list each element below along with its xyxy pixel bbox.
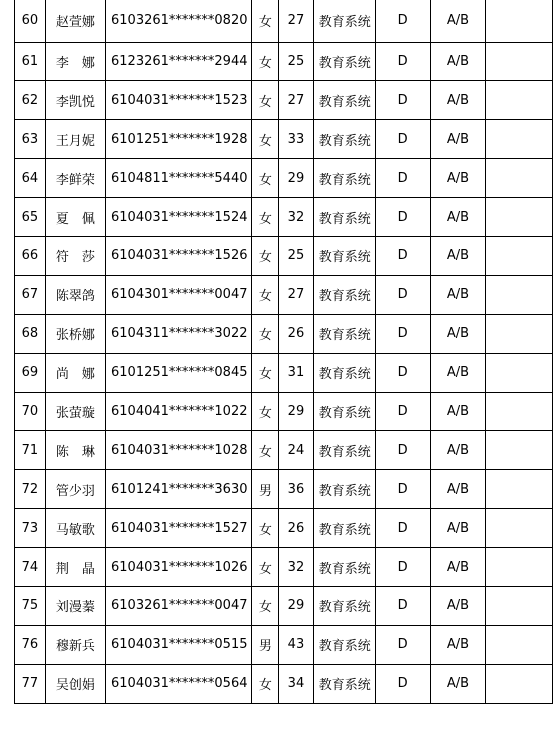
cell-id-number: 6103261*******0047 xyxy=(106,586,252,625)
cell-row-number: 77 xyxy=(15,664,46,703)
cell-id-number: 6104811*******5440 xyxy=(106,159,252,198)
cell-id-number: 6104031*******1524 xyxy=(106,198,252,237)
cell-gender: 女 xyxy=(252,431,279,470)
cell-person-name: 马敏歌 xyxy=(45,509,105,548)
cell-row-number: 74 xyxy=(15,548,46,587)
cell-person-name: 吴创娟 xyxy=(45,664,105,703)
cell-remark xyxy=(486,81,553,120)
cell-age: 31 xyxy=(279,353,313,392)
cell-person-name: 荆 晶 xyxy=(45,548,105,587)
cell-person-name: 李凯悦 xyxy=(45,81,105,120)
cell-person-name: 尚 娜 xyxy=(45,353,105,392)
cell-person-name: 李鲜荣 xyxy=(45,159,105,198)
cell-level: D xyxy=(375,470,430,509)
cell-age: 27 xyxy=(279,0,313,42)
cell-row-number: 73 xyxy=(15,509,46,548)
table-row xyxy=(15,42,553,81)
cell-remark xyxy=(486,120,553,159)
table-row xyxy=(15,159,553,198)
cell-gender: 女 xyxy=(252,314,279,353)
cell-gender: 女 xyxy=(252,0,279,42)
cell-id-number: 6104031*******0515 xyxy=(106,625,252,664)
cell-age: 33 xyxy=(279,120,313,159)
cell-row-number: 63 xyxy=(15,120,46,159)
cell-system: 教育系统 xyxy=(313,664,375,703)
table-row xyxy=(15,120,553,159)
cell-id-number: 6104031*******1523 xyxy=(106,81,252,120)
cell-row-number: 60 xyxy=(15,0,46,42)
cell-system: 教育系统 xyxy=(313,0,375,42)
table-row xyxy=(15,470,553,509)
cell-system: 教育系统 xyxy=(313,275,375,314)
cell-remark xyxy=(486,0,553,42)
roster-body xyxy=(15,0,553,703)
cell-level: D xyxy=(375,353,430,392)
cell-category: A/B xyxy=(430,42,486,81)
cell-system: 教育系统 xyxy=(313,625,375,664)
cell-person-name: 夏 佩 xyxy=(45,198,105,237)
table-row xyxy=(15,625,553,664)
cell-gender: 男 xyxy=(252,625,279,664)
table-row xyxy=(15,392,553,431)
cell-id-number: 6101241*******3630 xyxy=(106,470,252,509)
cell-category: A/B xyxy=(430,275,486,314)
cell-category: A/B xyxy=(430,431,486,470)
cell-row-number: 61 xyxy=(15,42,46,81)
cell-level: D xyxy=(375,625,430,664)
cell-row-number: 68 xyxy=(15,314,46,353)
table-row xyxy=(15,664,553,703)
cell-level: D xyxy=(375,314,430,353)
cell-level: D xyxy=(375,664,430,703)
cell-level: D xyxy=(375,431,430,470)
cell-id-number: 6104031*******0564 xyxy=(106,664,252,703)
cell-gender: 女 xyxy=(252,120,279,159)
cell-system: 教育系统 xyxy=(313,392,375,431)
cell-age: 27 xyxy=(279,81,313,120)
cell-gender: 男 xyxy=(252,470,279,509)
cell-remark xyxy=(486,470,553,509)
cell-person-name: 管少羽 xyxy=(45,470,105,509)
cell-system: 教育系统 xyxy=(313,586,375,625)
cell-remark xyxy=(486,314,553,353)
cell-row-number: 64 xyxy=(15,159,46,198)
cell-age: 24 xyxy=(279,431,313,470)
cell-level: D xyxy=(375,198,430,237)
cell-age: 32 xyxy=(279,548,313,587)
cell-age: 26 xyxy=(279,314,313,353)
table-row xyxy=(15,548,553,587)
cell-category: A/B xyxy=(430,314,486,353)
cell-system: 教育系统 xyxy=(313,548,375,587)
cell-gender: 女 xyxy=(252,664,279,703)
cell-category: A/B xyxy=(430,548,486,587)
cell-age: 32 xyxy=(279,198,313,237)
roster-table xyxy=(14,0,553,704)
table-row xyxy=(15,314,553,353)
cell-remark xyxy=(486,431,553,470)
cell-level: D xyxy=(375,509,430,548)
table-row xyxy=(15,586,553,625)
cell-system: 教育系统 xyxy=(313,236,375,275)
table-row xyxy=(15,198,553,237)
cell-age: 29 xyxy=(279,392,313,431)
cell-row-number: 62 xyxy=(15,81,46,120)
cell-age: 29 xyxy=(279,159,313,198)
cell-system: 教育系统 xyxy=(313,81,375,120)
cell-category: A/B xyxy=(430,509,486,548)
cell-level: D xyxy=(375,586,430,625)
cell-person-name: 赵萱娜 xyxy=(45,0,105,42)
table-row xyxy=(15,275,553,314)
cell-remark xyxy=(486,42,553,81)
cell-age: 26 xyxy=(279,509,313,548)
cell-person-name: 李 娜 xyxy=(45,42,105,81)
cell-row-number: 65 xyxy=(15,198,46,237)
cell-system: 教育系统 xyxy=(313,198,375,237)
cell-id-number: 6123261*******2944 xyxy=(106,42,252,81)
cell-age: 36 xyxy=(279,470,313,509)
cell-id-number: 6104041*******1022 xyxy=(106,392,252,431)
table-row xyxy=(15,0,553,42)
cell-category: A/B xyxy=(430,159,486,198)
cell-level: D xyxy=(375,392,430,431)
cell-system: 教育系统 xyxy=(313,509,375,548)
cell-category: A/B xyxy=(430,81,486,120)
table-row xyxy=(15,431,553,470)
cell-id-number: 6104301*******0047 xyxy=(106,275,252,314)
cell-level: D xyxy=(375,120,430,159)
cell-level: D xyxy=(375,548,430,587)
cell-system: 教育系统 xyxy=(313,42,375,81)
cell-category: A/B xyxy=(430,470,486,509)
cell-remark xyxy=(486,236,553,275)
cell-remark xyxy=(486,625,553,664)
cell-gender: 女 xyxy=(252,548,279,587)
cell-person-name: 陈翠鸽 xyxy=(45,275,105,314)
cell-category: A/B xyxy=(430,353,486,392)
cell-row-number: 72 xyxy=(15,470,46,509)
cell-gender: 女 xyxy=(252,275,279,314)
cell-person-name: 符 莎 xyxy=(45,236,105,275)
cell-age: 27 xyxy=(279,275,313,314)
table-row xyxy=(15,81,553,120)
cell-person-name: 王月妮 xyxy=(45,120,105,159)
cell-row-number: 76 xyxy=(15,625,46,664)
cell-category: A/B xyxy=(430,625,486,664)
cell-row-number: 75 xyxy=(15,586,46,625)
cell-level: D xyxy=(375,275,430,314)
cell-age: 29 xyxy=(279,586,313,625)
cell-system: 教育系统 xyxy=(313,314,375,353)
cell-id-number: 6104311*******3022 xyxy=(106,314,252,353)
cell-category: A/B xyxy=(430,392,486,431)
table-row xyxy=(15,236,553,275)
cell-level: D xyxy=(375,42,430,81)
cell-row-number: 67 xyxy=(15,275,46,314)
table-row xyxy=(15,509,553,548)
cell-id-number: 6101251*******0845 xyxy=(106,353,252,392)
cell-remark xyxy=(486,353,553,392)
cell-id-number: 6104031*******1527 xyxy=(106,509,252,548)
cell-level: D xyxy=(375,81,430,120)
cell-id-number: 6104031*******1026 xyxy=(106,548,252,587)
cell-row-number: 70 xyxy=(15,392,46,431)
cell-level: D xyxy=(375,236,430,275)
cell-system: 教育系统 xyxy=(313,431,375,470)
cell-person-name: 张桥娜 xyxy=(45,314,105,353)
cell-remark xyxy=(486,275,553,314)
cell-gender: 女 xyxy=(252,159,279,198)
cell-age: 34 xyxy=(279,664,313,703)
cell-id-number: 6101251*******1928 xyxy=(106,120,252,159)
cell-gender: 女 xyxy=(252,81,279,120)
cell-category: A/B xyxy=(430,0,486,42)
cell-gender: 女 xyxy=(252,198,279,237)
cell-id-number: 6104031*******1028 xyxy=(106,431,252,470)
cell-level: D xyxy=(375,0,430,42)
cell-remark xyxy=(486,664,553,703)
cell-gender: 女 xyxy=(252,586,279,625)
cell-category: A/B xyxy=(430,198,486,237)
cell-row-number: 66 xyxy=(15,236,46,275)
cell-system: 教育系统 xyxy=(313,159,375,198)
cell-remark xyxy=(486,198,553,237)
cell-category: A/B xyxy=(430,236,486,275)
cell-age: 43 xyxy=(279,625,313,664)
cell-system: 教育系统 xyxy=(313,353,375,392)
cell-row-number: 69 xyxy=(15,353,46,392)
cell-system: 教育系统 xyxy=(313,470,375,509)
cell-remark xyxy=(486,159,553,198)
cell-remark xyxy=(486,509,553,548)
cell-level: D xyxy=(375,159,430,198)
table-row xyxy=(15,353,553,392)
cell-remark xyxy=(486,548,553,587)
cell-gender: 女 xyxy=(252,236,279,275)
cell-remark xyxy=(486,392,553,431)
cell-id-number: 6103261*******0820 xyxy=(106,0,252,42)
cell-person-name: 穆新兵 xyxy=(45,625,105,664)
cell-system: 教育系统 xyxy=(313,120,375,159)
cell-age: 25 xyxy=(279,236,313,275)
cell-category: A/B xyxy=(430,120,486,159)
cell-gender: 女 xyxy=(252,353,279,392)
cell-id-number: 6104031*******1526 xyxy=(106,236,252,275)
cell-person-name: 刘漫蓁 xyxy=(45,586,105,625)
cell-gender: 女 xyxy=(252,392,279,431)
cell-age: 25 xyxy=(279,42,313,81)
cell-person-name: 张萤璇 xyxy=(45,392,105,431)
cell-gender: 女 xyxy=(252,509,279,548)
cell-person-name: 陈 琳 xyxy=(45,431,105,470)
cell-category: A/B xyxy=(430,664,486,703)
cell-category: A/B xyxy=(430,586,486,625)
cell-row-number: 71 xyxy=(15,431,46,470)
cell-gender: 女 xyxy=(252,42,279,81)
cell-remark xyxy=(486,586,553,625)
